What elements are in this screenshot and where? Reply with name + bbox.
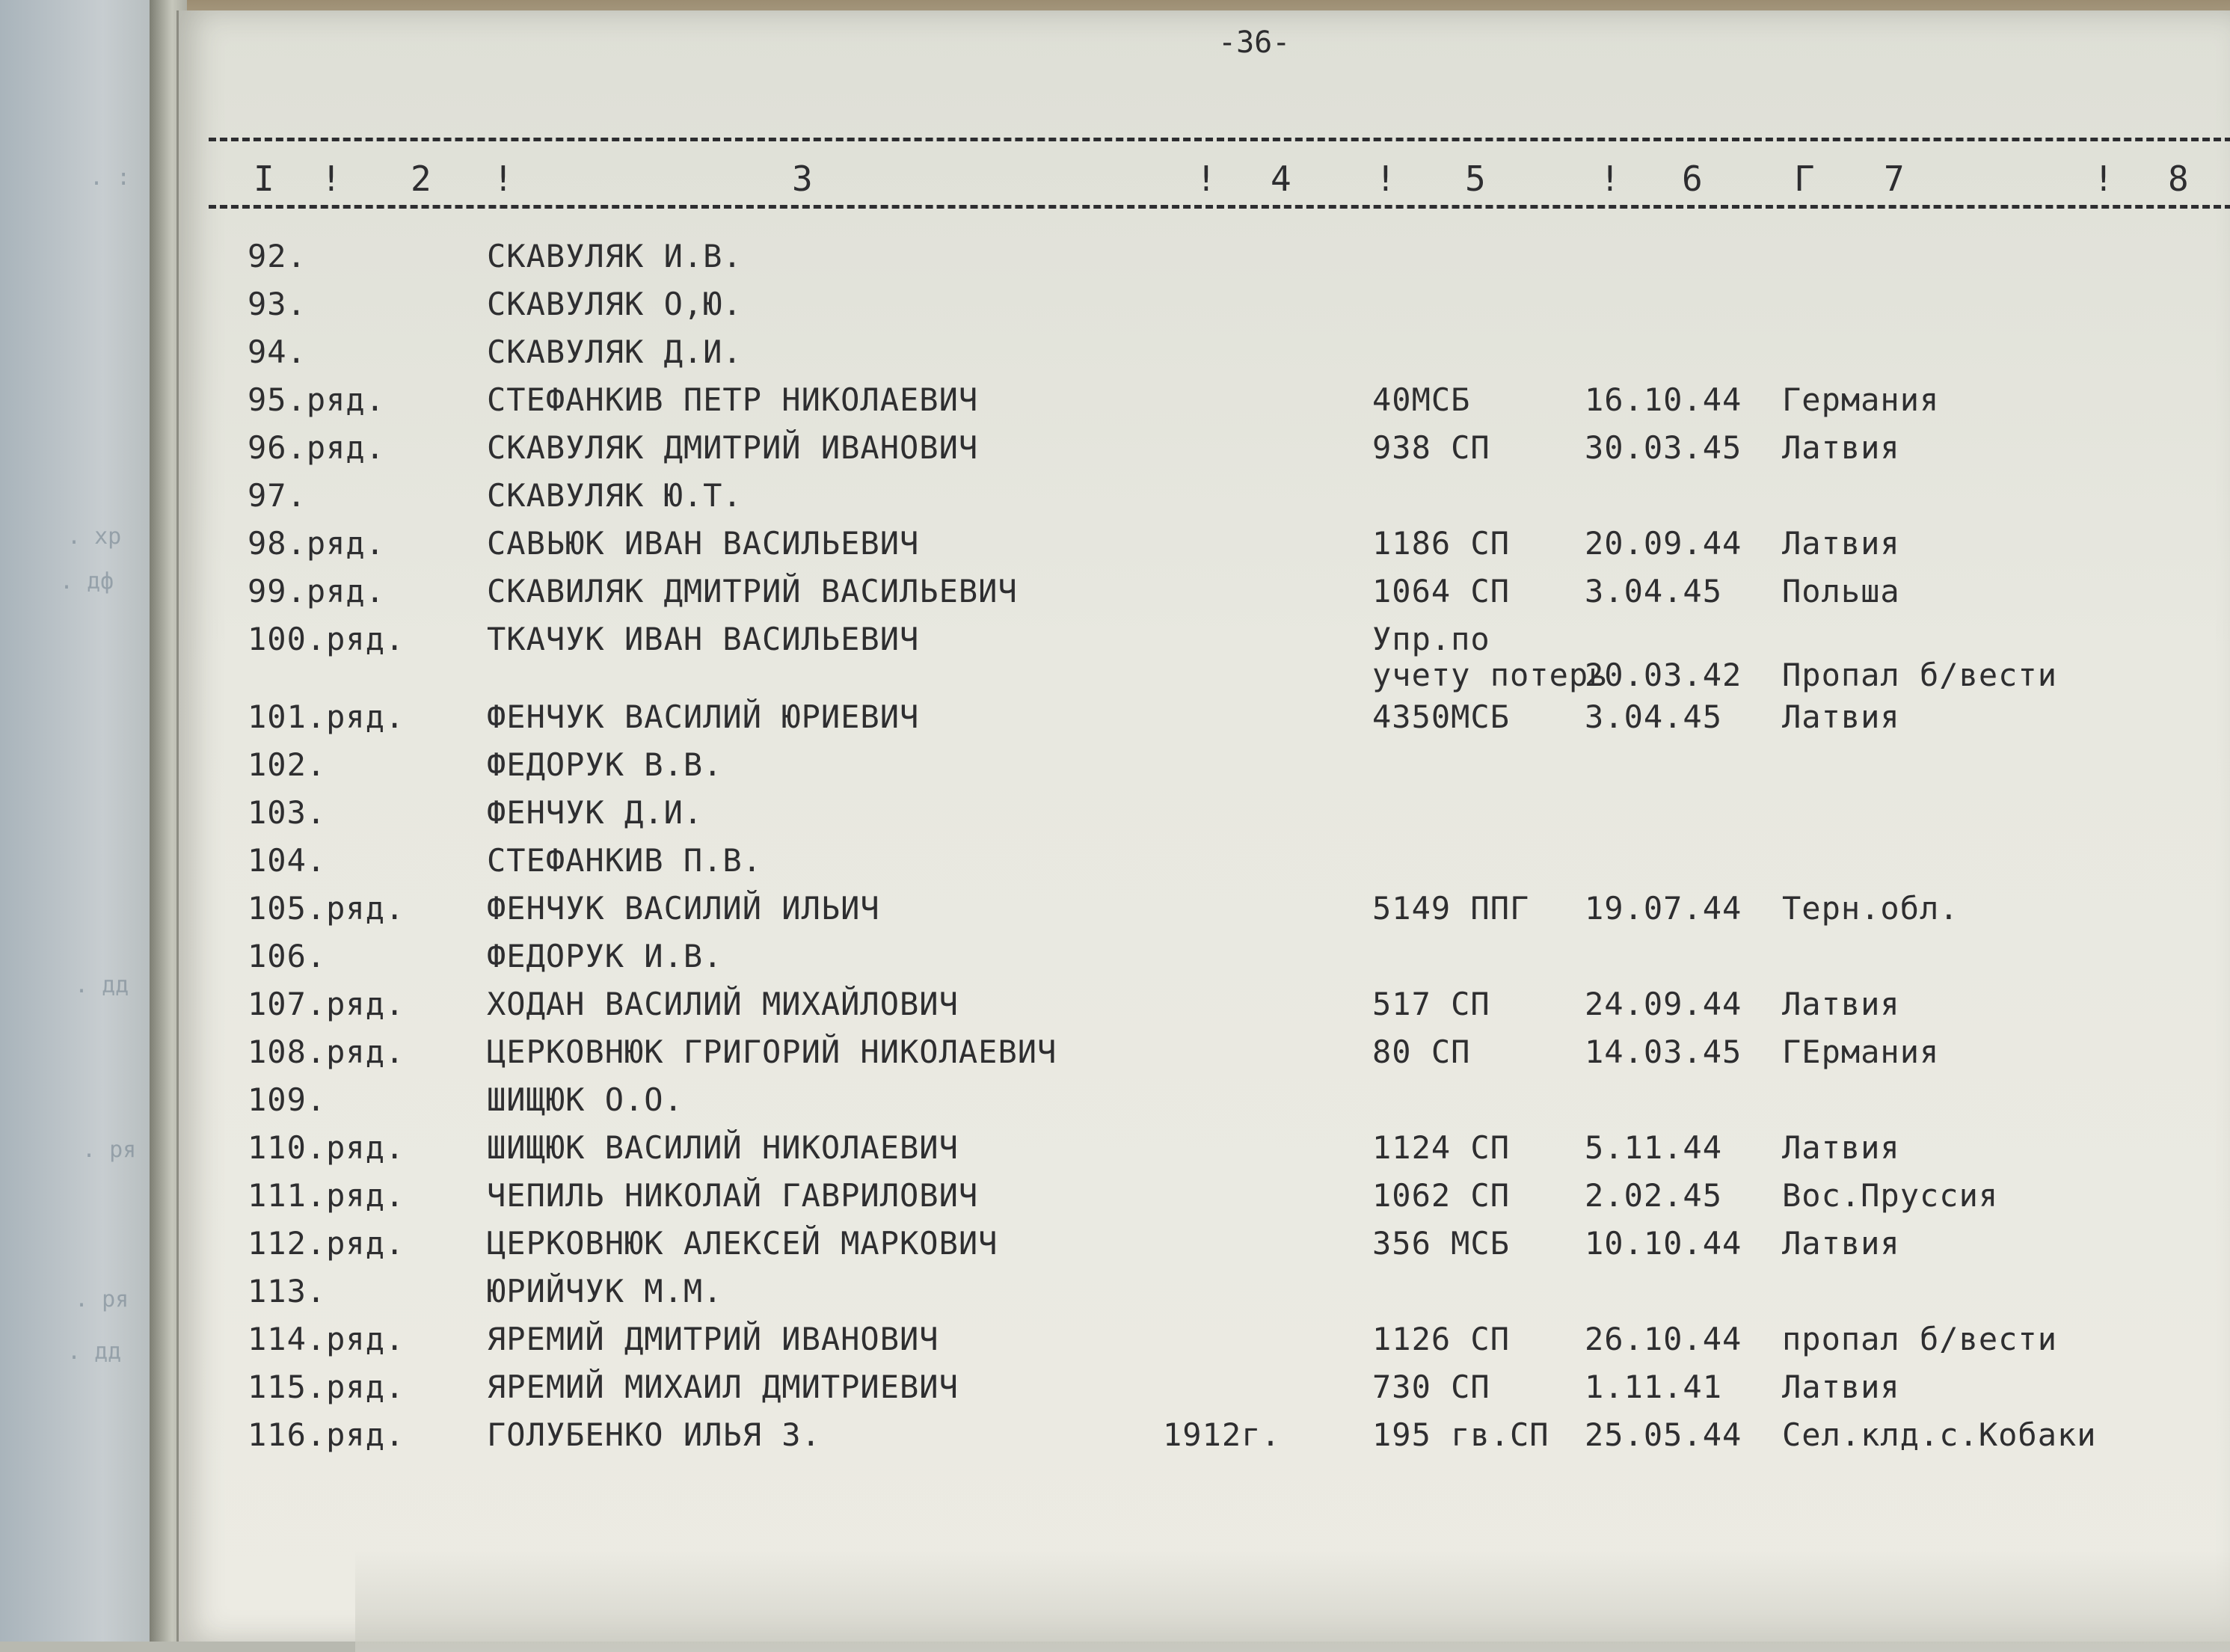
column-header-6: 6 [1682, 159, 1703, 199]
record-name: ФЕНЧУК ВАСИЛИЙ ИЛЬИЧ [487, 890, 880, 927]
record-number: 97. [248, 477, 307, 514]
column-separator: Г [1794, 159, 1815, 199]
record-name: ШИЩЮК О.О. [487, 1081, 684, 1118]
record-name: ЧЕПИЛЬ НИКОЛАЙ ГАВРИЛОВИЧ [487, 1177, 979, 1214]
record-number: 92. [248, 238, 307, 274]
record-place: Вос.Пруссия [1782, 1177, 1999, 1214]
list-item [179, 698, 2230, 746]
page-shadow [355, 1551, 2230, 1652]
column-separator: ! [1600, 159, 1621, 199]
record-date: 24.09.44 [1585, 986, 1742, 1022]
record-name: СТЕФАНКИВ ПЕТР НИКОЛАЕВИЧ [487, 381, 979, 418]
page-number: -36- [1218, 25, 1291, 60]
record-number: 100.ряд. [248, 621, 405, 657]
record-number: 106. [248, 938, 327, 974]
record-unit: 730 СП [1372, 1369, 1490, 1405]
list-item [179, 1129, 2230, 1177]
list-item [179, 429, 2230, 477]
record-date: 30.03.45 [1585, 429, 1742, 466]
record-number: 101.ряд. [248, 698, 405, 735]
record-unit: 1064 СП [1372, 573, 1511, 609]
record-name: ФЕНЧУК ВАСИЛИЙ ЮРИЕВИЧ [487, 698, 920, 735]
record-birth-year: 1912г. [1163, 1416, 1281, 1453]
list-item [179, 1034, 2230, 1081]
record-place: Германия [1782, 381, 1940, 418]
record-date: 5.11.44 [1585, 1129, 1723, 1166]
column-header-3: 3 [792, 159, 813, 199]
record-unit: 195 гв.СП [1372, 1416, 1549, 1453]
list-item [179, 477, 2230, 525]
record-number: 94. [248, 334, 307, 370]
record-date: 14.03.45 [1585, 1034, 1742, 1070]
record-place: Латвия [1782, 429, 1900, 466]
record-name: ТКАЧУК ИВАН ВАСИЛЬЕВИЧ [487, 621, 920, 657]
list-item [179, 1416, 2230, 1464]
record-number: 109. [248, 1081, 327, 1118]
record-number: 103. [248, 794, 327, 831]
column-separator: ! [321, 159, 342, 199]
record-name: ЦЕРКОВНЮК АЛЕКСЕЙ МАРКОВИЧ [487, 1225, 998, 1262]
list-item [179, 525, 2230, 573]
list-item [179, 746, 2230, 794]
record-place: Латвия [1782, 1225, 1900, 1262]
list-item [179, 1177, 2230, 1225]
record-unit: 938 СП [1372, 429, 1490, 466]
record-name: ЮРИЙЧУК М.М. [487, 1273, 723, 1309]
record-place: Латвия [1782, 698, 1900, 735]
record-number: 98.ряд. [248, 525, 386, 562]
column-header-1: I [254, 159, 274, 199]
record-name: СКАВУЛЯК Ю.Т. [487, 477, 743, 514]
record-number: 96.ряд. [248, 429, 386, 466]
record-number: 116.ряд. [248, 1416, 405, 1453]
record-unit: 517 СП [1372, 986, 1490, 1022]
list-item [179, 381, 2230, 429]
record-name: СКАВУЛЯК ДМИТРИЙ ИВАНОВИЧ [487, 429, 979, 466]
record-name: ФЕНЧУК Д.И. [487, 794, 704, 831]
record-place: Терн.обл. [1782, 890, 1959, 927]
record-place: пропал б/вести [1782, 1321, 2058, 1357]
record-number: 95.ряд. [248, 381, 386, 418]
record-number: 113. [248, 1273, 327, 1309]
column-separator: ! [2093, 159, 2114, 199]
record-unit: 1186 СП [1372, 525, 1511, 562]
record-place: Латвия [1782, 525, 1900, 562]
record-date: 26.10.44 [1585, 1321, 1742, 1357]
column-header-5: 5 [1465, 159, 1486, 199]
record-place: ГЕрмания [1782, 1034, 1940, 1070]
record-number: 112.ряд. [248, 1225, 405, 1262]
record-date-line-2: 20.03.42 [1585, 657, 1742, 693]
record-date: 1.11.41 [1585, 1369, 1723, 1405]
record-name: САВЬЮК ИВАН ВАСИЛЬЕВИЧ [487, 525, 920, 562]
record-name: ГОЛУБЕНКО ИЛЬЯ З. [487, 1416, 821, 1453]
record-number: 114.ряд. [248, 1321, 405, 1357]
record-place-line-2: Пропал б/вести [1782, 657, 2058, 693]
record-number: 110.ряд. [248, 1129, 405, 1166]
record-date: 16.10.44 [1585, 381, 1742, 418]
record-number: 93. [248, 286, 307, 322]
record-date: 20.09.44 [1585, 525, 1742, 562]
record-unit: 4350МСБ [1372, 698, 1511, 735]
list-item [179, 1321, 2230, 1369]
record-place: Латвия [1782, 1129, 1900, 1166]
record-place: Польша [1782, 573, 1900, 609]
record-unit: 356 МСБ [1372, 1225, 1511, 1262]
column-header-2: 2 [411, 159, 431, 199]
facing-page: . : . хр . дф . дд . ря . ря . дд [0, 0, 187, 1642]
record-unit: 80 СП [1372, 1034, 1471, 1070]
record-name: ФЕДОРУК В.В. [487, 746, 723, 783]
list-item [179, 334, 2230, 381]
record-number: 102. [248, 746, 327, 783]
list-item [179, 1081, 2230, 1129]
column-separator: ! [493, 159, 514, 199]
record-place: Латвия [1782, 986, 1900, 1022]
record-unit: 1062 СП [1372, 1177, 1511, 1214]
record-date: 19.07.44 [1585, 890, 1742, 927]
column-header-7: 7 [1884, 159, 1905, 199]
record-date: 3.04.45 [1585, 698, 1723, 735]
list-item [179, 621, 2230, 693]
record-unit: 40МСБ [1372, 381, 1471, 418]
list-item [179, 842, 2230, 890]
record-date: 2.02.45 [1585, 1177, 1723, 1214]
record-unit: 1126 СП [1372, 1321, 1511, 1357]
record-name: ЦЕРКОВНЮК ГРИГОРИЙ НИКОЛАЕВИЧ [487, 1034, 1057, 1070]
record-unit-line-2: учету потерь [1372, 657, 1609, 693]
record-unit: Упр.по [1372, 621, 1490, 657]
record-name: СКАВУЛЯК Д.И. [487, 334, 743, 370]
list-item [179, 286, 2230, 334]
header-rule-top [209, 138, 2230, 141]
list-item [179, 1273, 2230, 1321]
record-place: Сел.клд.с.Кобаки [1782, 1416, 2097, 1453]
record-name: ЯРЕМИЙ МИХАИЛ ДМИТРИЕВИЧ [487, 1369, 959, 1405]
list-item [179, 794, 2230, 842]
record-name: ХОДАН ВАСИЛИЙ МИХАЙЛОВИЧ [487, 986, 959, 1022]
column-header-8: 8 [2168, 159, 2189, 199]
record-name: ШИЩЮК ВАСИЛИЙ НИКОЛАЕВИЧ [487, 1129, 959, 1166]
record-name: ФЕДОРУК И.В. [487, 938, 723, 974]
header-rule-bottom [209, 205, 2230, 209]
record-place: Латвия [1782, 1369, 1900, 1405]
record-name: СКАВИЛЯК ДМИТРИЙ ВАСИЛЬЕВИЧ [487, 573, 1018, 609]
list-item [179, 1369, 2230, 1416]
record-number: 111.ряд. [248, 1177, 405, 1214]
record-number: 108.ряд. [248, 1034, 405, 1070]
column-separator: ! [1196, 159, 1217, 199]
record-name: СКАВУЛЯК И.В. [487, 238, 743, 274]
record-number: 115.ряд. [248, 1369, 405, 1405]
record-date: 3.04.45 [1585, 573, 1723, 609]
document-page [176, 10, 2230, 1642]
list-item [179, 573, 2230, 621]
column-separator: ! [1375, 159, 1396, 199]
record-unit: 1124 СП [1372, 1129, 1511, 1166]
record-number: 105.ряд. [248, 890, 405, 927]
column-header-4: 4 [1271, 159, 1291, 199]
list-item [179, 986, 2230, 1034]
record-number: 99.ряд. [248, 573, 386, 609]
record-date: 10.10.44 [1585, 1225, 1742, 1262]
list-item [179, 890, 2230, 938]
list-item [179, 1225, 2230, 1273]
record-number: 107.ряд. [248, 986, 405, 1022]
record-name: СТЕФАНКИВ П.В. [487, 842, 763, 879]
record-unit: 5149 ППГ [1372, 890, 1530, 927]
list-item [179, 938, 2230, 986]
record-date: 25.05.44 [1585, 1416, 1742, 1453]
record-name: ЯРЕМИЙ ДМИТРИЙ ИВАНОВИЧ [487, 1321, 939, 1357]
record-name: СКАВУЛЯК О,Ю. [487, 286, 743, 322]
list-item [179, 238, 2230, 286]
record-number: 104. [248, 842, 327, 879]
